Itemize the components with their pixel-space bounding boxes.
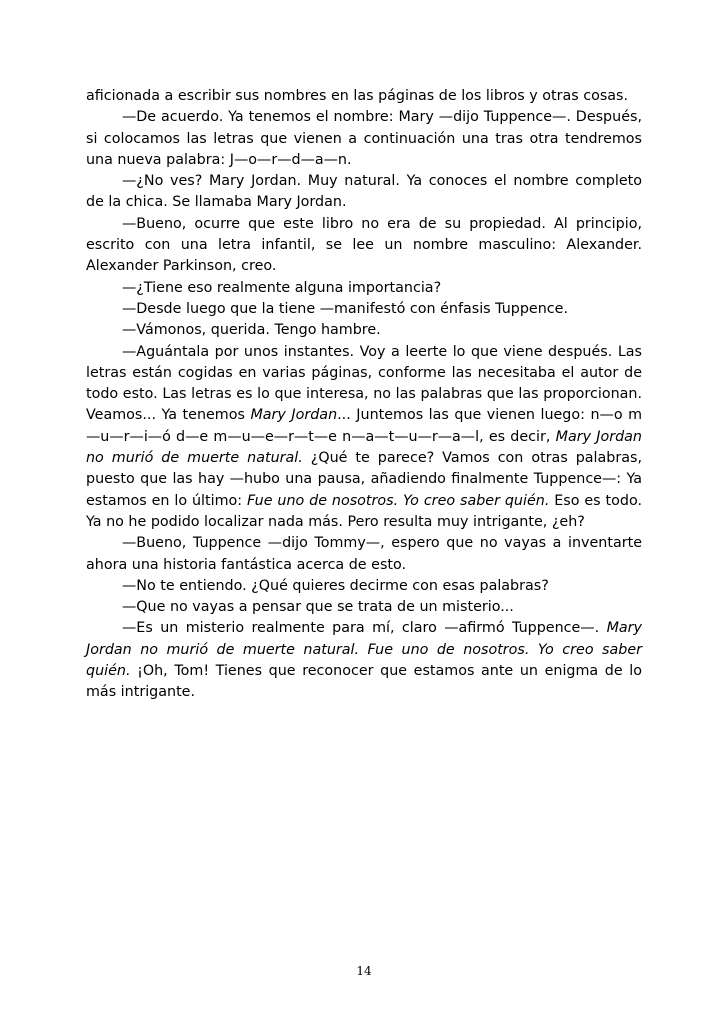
text-segment: —Bueno, ocurre que este libro no era de su propiedad. Al principio, escrito con una letra infantil, se lee un nombre masculino: Alexander. Alexander Parkinson, creo. (86, 215, 642, 275)
paragraph (86, 533, 642, 576)
text-segment: ... Juntemos las que vienen luego: n—o m—u—r—i—ó d—e m—u—e—r—t—e n—a—t—u—r—a—l, es decir, (86, 407, 643, 445)
text-segment: —Vámonos, querida. Tengo hambre. (122, 322, 381, 339)
paragraph (86, 171, 642, 214)
paragraph (86, 320, 642, 341)
text-segment: —Desde luego que la tiene —manifestó con énfasis Tuppence. (122, 300, 568, 317)
italic-text-segment: Mary Jordan (250, 407, 338, 424)
text-segment: —¿Tiene eso realmente alguna importancia? (122, 279, 442, 296)
italic-text-segment: Fue uno de nosotros. Yo creo saber quién. (246, 492, 550, 509)
paragraph (86, 597, 642, 618)
paragraph (86, 342, 642, 534)
text-segment: —No te entiendo. ¿Qué quieres decirme con esas palabras? (122, 577, 549, 594)
paragraph (86, 214, 642, 278)
text-segment: Eso es todo. Ya no he podido localizar nada más. Pero resulta muy intrigante, ¿eh? (86, 492, 642, 530)
paragraph (86, 576, 642, 597)
paragraph (86, 107, 642, 171)
text-segment: —Que no vayas a pensar que se trata de un misterio... (122, 599, 514, 616)
paragraph (86, 618, 642, 703)
text-segment: —Aguántala por unos instantes. Voy a leerte lo que viene después. Las letras están cogidas en varias páginas, conforme las necesitaba el autor de todo esto. Las letras es lo que interesa, no las palabras que las proporcionan. Veamos... Ya tenemos (86, 343, 642, 424)
paragraph (86, 299, 642, 320)
text-segment: —Bueno, Tuppence —dijo Tommy—, espero que no vayas a inventarte ahora una historia fantástica acerca de esto. (86, 535, 642, 573)
paragraph (86, 86, 642, 107)
page-number: 14 (356, 964, 372, 978)
text-segment: ¿Qué te parece? Vamos con otras palabras, puesto que las hay —hubo una pausa, añadiendo finalmente Tuppence—: Ya estamos en lo último: (86, 450, 642, 509)
text-segment: —Es un misterio realmente para mí, claro —afirmó Tuppence—. (122, 620, 607, 637)
text-segment: ¡Oh, Tom! Tienes que reconocer que estamos ante un enigma de lo más intrigante. (86, 663, 642, 701)
text-segment: —¿No ves? Mary Jordan. Muy natural. Ya conoces el nombre completo de la chica. Se llamaba Mary Jordan. (86, 173, 642, 211)
text-segment: —De acuerdo. Ya tenemos el nombre: Mary —dijo Tuppence—. Después, si colocamos las letras que vienen a continuación una tras otra tendremos una nueva palabra: J—o—r—d—a—n. (86, 109, 642, 168)
paragraph (86, 278, 642, 299)
page-body (86, 86, 642, 704)
text-segment: aficionada a escribir sus nombres en las páginas de los libros y otras cosas. (86, 88, 629, 104)
italic-text-segment: Mary Jordan no murió de muerte natural. (86, 428, 642, 467)
italic-text-segment: Mary Jordan no murió de muerte natural. Fue uno de nosotros. Yo creo saber quién. (86, 620, 642, 680)
